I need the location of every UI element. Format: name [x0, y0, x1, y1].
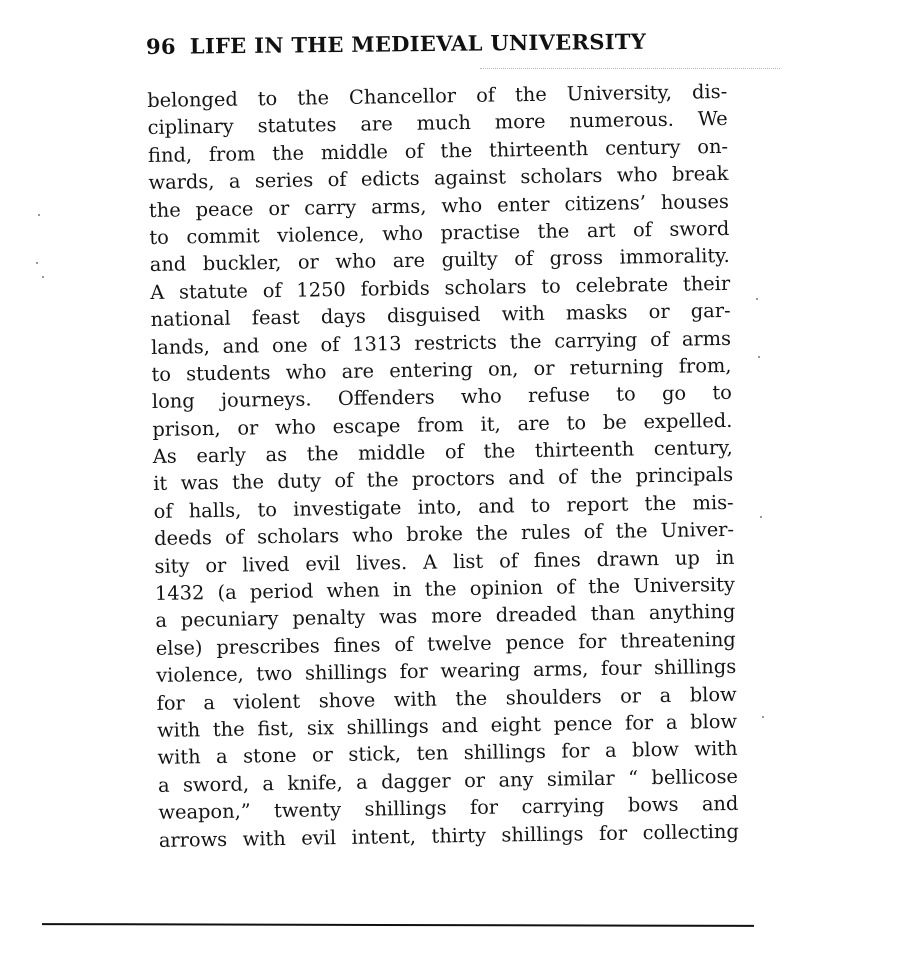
scan-speck — [36, 262, 38, 264]
text-line: sity or lived evil lives. A list of fines drawn up in — [154, 545, 735, 578]
scan-speck — [762, 716, 764, 718]
scan-speck — [758, 356, 760, 358]
text-line: violence, two shillings for wearing arms, four shillings — [156, 655, 737, 688]
text-line: lands, and one of 1313 restricts the carrying of arms — [150, 326, 732, 359]
scan-noise-dots — [480, 68, 780, 69]
text-line: else) prescribes fines of twelve pence for threatening — [155, 627, 736, 660]
body-paragraph — [147, 78, 739, 854]
scan-speck — [756, 298, 758, 300]
text-line: A statute of 1250 forbids scholars to celebrate their — [150, 271, 731, 304]
text-line: As early as the middle of the thirteenth century, — [152, 435, 733, 469]
text-line: it was the duty of the proctors and of the principals — [153, 463, 734, 496]
text-line: for a violent shove with the shoulders or a blow — [156, 682, 737, 715]
text-line: a pecuniary penalty was more dreaded than anything — [155, 600, 736, 633]
scan-speck — [42, 276, 44, 278]
text-line: arrows with evil intent, thirty shillings for collecting — [158, 819, 739, 852]
text-line: to commit violence, who practise the art of sword — [149, 216, 730, 249]
text-line: with the fist, six shillings and eight pence for a blow — [156, 709, 738, 742]
text-line: wards, a series of edicts against scholars who break — [148, 162, 729, 195]
text-line: deeds of scholars who broke the rules of the Univer- — [153, 518, 735, 551]
scan-speck — [760, 516, 762, 518]
running-header — [146, 28, 706, 59]
text-line: 1432 (a period when in the opinion of the University — [154, 572, 736, 605]
text-line: long journeys. Offenders who refuse to go to — [151, 381, 733, 414]
text-line: prison, or who escape from it, are to be expelled. — [152, 408, 733, 441]
text-line: ciplinary statutes are much more numerous. We — [147, 107, 728, 140]
text-line: to students who are entering on, or returning from, — [151, 353, 732, 386]
text-line: weapon,” twenty shillings for carrying bows and — [158, 791, 739, 825]
page-number: 96 — [145, 33, 176, 59]
text-line: and buckler, or who are guilty of gross immorality. — [149, 244, 730, 277]
text-line: the peace or carry arms, who enter citizens’ houses — [148, 189, 730, 222]
text-line: find, from the middle of the thirteenth century on- — [147, 134, 729, 167]
text-line: a sword, a knife, a dagger or any similar “ bellicose — [157, 764, 739, 797]
bottom-rule-divider — [42, 923, 754, 927]
text-line: national feast days disguised with masks or gar- — [150, 298, 731, 332]
text-line: belonged to the Chancellor of the University, dis- — [147, 79, 728, 112]
running-title: LIFE IN THE MEDIEVAL UNIVERSITY — [189, 28, 647, 59]
scan-speck — [38, 214, 40, 216]
text-line: with a stone or stick, ten shillings for a blow with — [157, 737, 738, 770]
text-line: of halls, to investigate into, and to report the mis- — [153, 490, 734, 523]
